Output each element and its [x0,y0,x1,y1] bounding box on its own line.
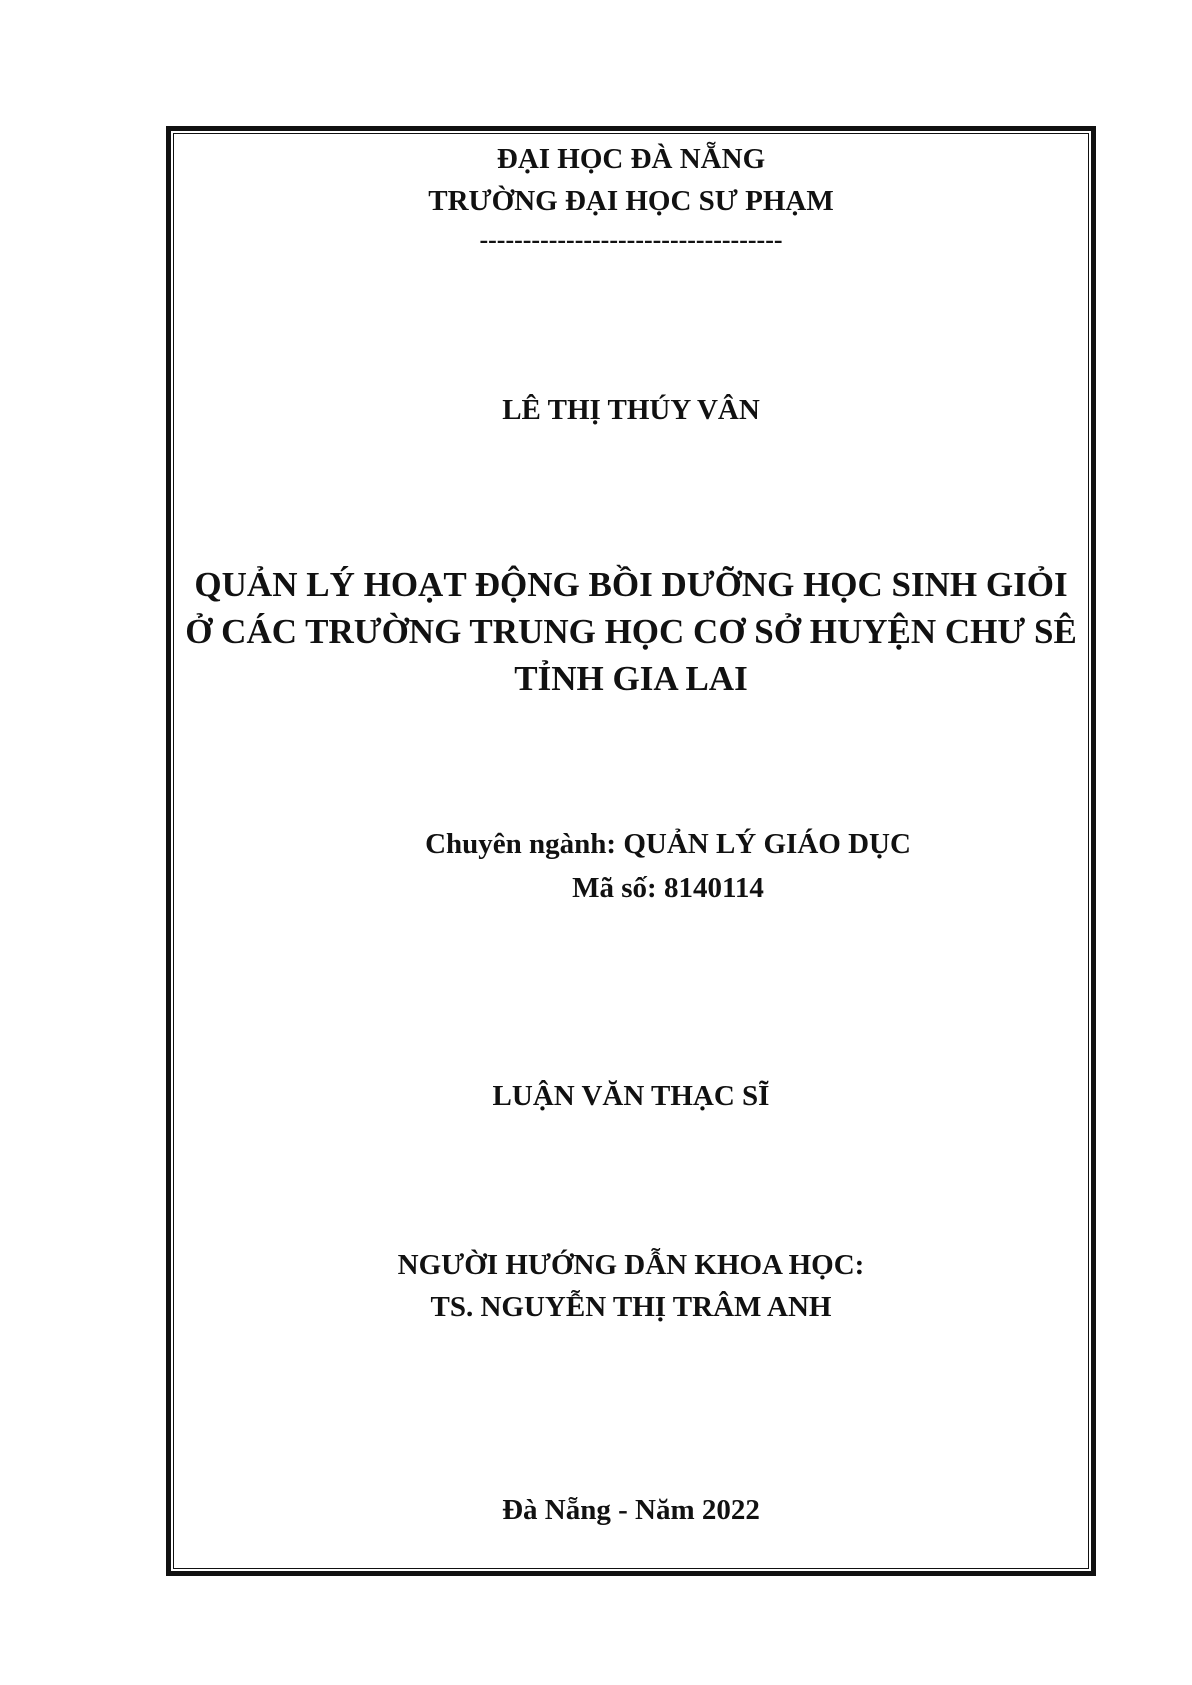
specialization-major: Chuyên ngành: QUẢN LÝ GIÁO DỤC [425,828,911,860]
thesis-title-line-1: QUẢN LÝ HOẠT ĐỘNG BỒI DƯỠNG HỌC SINH GIỎI [194,565,1068,604]
advisor-label: NGƯỜI HƯỚNG DẪN KHOA HỌC: [397,1249,865,1281]
thesis-title-line-3: TỈNH GIA LAI [514,659,748,698]
place-and-year: Đà Nẵng - Năm 2022 [502,1494,760,1526]
author-name: LÊ THỊ THÚY VÂN [502,394,760,426]
degree-type: LUẬN VĂN THẠC SĨ [492,1080,770,1112]
school-name: TRƯỜNG ĐẠI HỌC SƯ PHẠM [428,185,834,217]
specialization-code: Mã số: 8140114 [572,872,764,904]
thesis-title-line-2: Ở CÁC TRƯỜNG TRUNG HỌC CƠ SỞ HUYỆN CHƯ SÊ [185,612,1077,651]
header-separator: ----------------------------------- [479,225,783,254]
advisor-name: TS. NGUYỄN THỊ TRÂM ANH [430,1291,832,1323]
university-name: ĐẠI HỌC ĐÀ NẴNG [496,143,766,175]
